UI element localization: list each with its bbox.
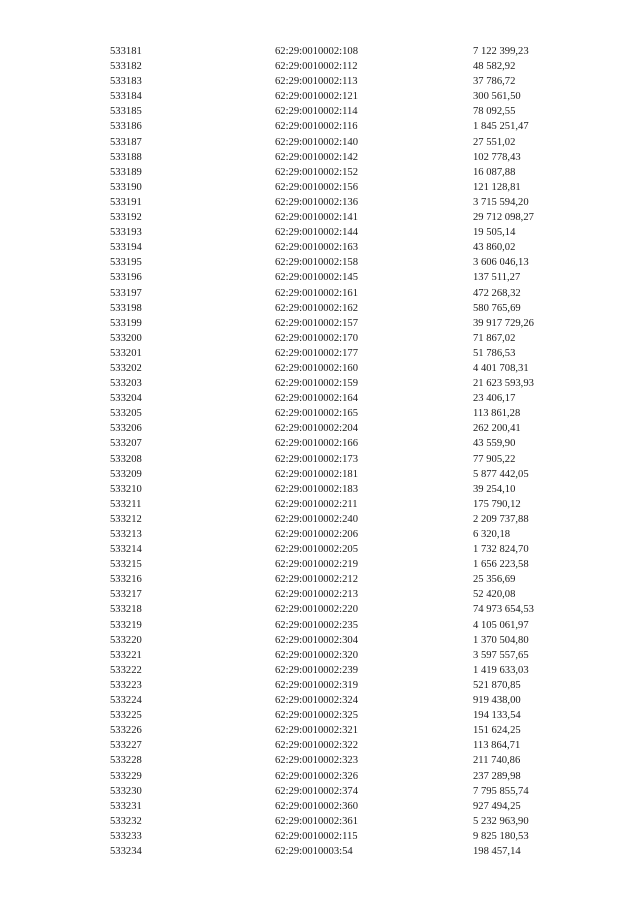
table-row <box>110 104 590 119</box>
value-cell: 51 786,53 <box>473 347 516 359</box>
cadastral-number-cell: 62:29:0010002:141 <box>275 212 358 224</box>
table-row <box>110 44 590 59</box>
cadastral-number-cell: 62:29:0010002:116 <box>275 121 358 133</box>
row-id-cell: 533225 <box>110 710 142 722</box>
table-row <box>110 663 590 678</box>
row-id-cell: 533209 <box>110 468 142 480</box>
value-cell: 37 786,72 <box>473 76 516 88</box>
value-cell: 927 494,25 <box>473 800 521 812</box>
row-id-cell: 533218 <box>110 604 142 616</box>
row-id-cell: 533221 <box>110 649 142 661</box>
table-row <box>110 346 590 361</box>
cadastral-number-cell: 62:29:0010002:158 <box>275 257 358 269</box>
cadastral-number-cell: 62:29:0010002:211 <box>275 498 358 510</box>
table-row <box>110 708 590 723</box>
row-id-cell: 533187 <box>110 136 142 148</box>
cadastral-number-cell: 62:29:0010002:177 <box>275 347 358 359</box>
row-id-cell: 533227 <box>110 740 142 752</box>
row-id-cell: 533201 <box>110 347 142 359</box>
cadastral-number-cell: 62:29:0010002:181 <box>275 468 358 480</box>
row-id-cell: 533213 <box>110 529 142 540</box>
cadastral-number-cell: 62:29:0010002:163 <box>275 242 358 254</box>
table-row <box>110 618 590 633</box>
table-row <box>110 587 590 602</box>
row-id-cell: 533228 <box>110 755 142 767</box>
row-id-cell: 533184 <box>110 91 142 103</box>
table-row <box>110 497 590 512</box>
cadastral-number-cell: 62:29:0010002:140 <box>275 136 358 148</box>
row-id-cell: 533185 <box>110 106 142 118</box>
row-id-cell: 533230 <box>110 785 142 797</box>
value-cell: 262 200,41 <box>473 423 521 435</box>
table-row <box>110 316 590 331</box>
row-id-cell: 533233 <box>110 830 142 842</box>
row-id-cell: 533199 <box>110 317 142 329</box>
table-row <box>110 436 590 451</box>
table-row <box>110 195 590 210</box>
table-row <box>110 753 590 768</box>
table-row <box>110 829 590 844</box>
cadastral-number-cell: 62:29:0010002:235 <box>275 619 358 631</box>
cadastral-number-cell: 62:29:0010002:159 <box>275 378 358 390</box>
value-cell: 3 715 594,20 <box>473 196 529 208</box>
cadastral-number-cell: 62:29:0010002:170 <box>275 332 358 344</box>
table-row <box>110 421 590 436</box>
table-row <box>110 89 590 104</box>
cadastral-number-cell: 62:29:0010002:142 <box>275 151 358 163</box>
table-row <box>110 180 590 195</box>
cadastral-number-cell: 62:29:0010002:205 <box>275 544 358 556</box>
cadastral-number-cell: 62:29:0010002:183 <box>275 483 358 495</box>
row-id-cell: 533205 <box>110 408 142 420</box>
value-cell: 521 870,85 <box>473 679 521 691</box>
cadastral-number-cell: 62:29:0010002:212 <box>275 574 358 586</box>
table-row <box>110 814 590 829</box>
row-id-cell: 533229 <box>110 770 142 782</box>
row-id-cell: 533231 <box>110 800 142 812</box>
value-cell: 2 209 737,88 <box>473 513 529 525</box>
table-row <box>110 844 590 859</box>
table-row <box>110 165 590 180</box>
row-id-cell: 533217 <box>110 589 142 601</box>
value-cell: 3 606 046,13 <box>473 257 529 269</box>
cadastral-number-cell: 62:29:0010002:160 <box>275 362 358 374</box>
row-id-cell: 533193 <box>110 227 142 239</box>
cadastral-number-cell: 62:29:0010002:108 <box>275 46 358 57</box>
row-id-cell: 533198 <box>110 302 142 314</box>
row-id-cell: 533197 <box>110 287 142 299</box>
cadastral-number-cell: 62:29:0010002:322 <box>275 740 358 752</box>
cadastral-number-cell: 62:29:0010002:324 <box>275 695 358 707</box>
value-cell: 919 438,00 <box>473 695 521 707</box>
value-cell: 211 740,86 <box>473 755 521 767</box>
value-cell: 198 457,14 <box>473 845 521 857</box>
value-cell: 194 133,54 <box>473 710 521 722</box>
table-row <box>110 361 590 376</box>
table-row <box>110 135 590 150</box>
value-cell: 39 254,10 <box>473 483 516 495</box>
table-row <box>110 693 590 708</box>
table-row <box>110 240 590 255</box>
row-id-cell: 533196 <box>110 272 142 284</box>
value-cell: 5 877 442,05 <box>473 468 529 480</box>
value-cell: 48 582,92 <box>473 61 516 73</box>
cadastral-number-cell: 62:29:0010002:166 <box>275 438 358 450</box>
value-cell: 113 864,71 <box>473 740 521 752</box>
table-row <box>110 301 590 316</box>
table-row <box>110 286 590 301</box>
row-id-cell: 533214 <box>110 544 142 556</box>
cadastral-number-cell: 62:29:0010002:113 <box>275 76 358 88</box>
value-cell: 71 867,02 <box>473 332 516 344</box>
table-row <box>110 225 590 240</box>
cadastral-number-cell: 62:29:0010002:360 <box>275 800 358 812</box>
value-cell: 472 268,32 <box>473 287 521 299</box>
row-id-cell: 533207 <box>110 438 142 450</box>
row-id-cell: 533206 <box>110 423 142 435</box>
value-cell: 1 656 223,58 <box>473 559 529 571</box>
row-id-cell: 533191 <box>110 196 142 208</box>
value-cell: 39 917 729,26 <box>473 317 534 329</box>
row-id-cell: 533204 <box>110 393 142 405</box>
table-row <box>110 482 590 497</box>
cadastral-number-cell: 62:29:0010003:54 <box>275 845 353 857</box>
value-cell: 74 973 654,53 <box>473 604 534 616</box>
cadastral-number-cell: 62:29:0010002:112 <box>275 61 358 73</box>
row-id-cell: 533200 <box>110 332 142 344</box>
table-row <box>110 391 590 406</box>
row-id-cell: 533219 <box>110 619 142 631</box>
value-cell: 175 790,12 <box>473 498 521 510</box>
value-cell: 3 597 557,65 <box>473 649 529 661</box>
row-id-cell: 533208 <box>110 453 142 465</box>
value-cell: 4 401 708,31 <box>473 362 529 374</box>
row-id-cell: 533192 <box>110 212 142 224</box>
table-row <box>110 376 590 391</box>
cadastral-number-cell: 62:29:0010002:157 <box>275 317 358 329</box>
row-id-cell: 533224 <box>110 695 142 707</box>
row-id-cell: 533188 <box>110 151 142 163</box>
table-row <box>110 527 590 542</box>
value-cell: 7 122 399,23 <box>473 46 529 57</box>
row-id-cell: 533194 <box>110 242 142 254</box>
table-row <box>110 678 590 693</box>
cadastral-number-cell: 62:29:0010002:240 <box>275 513 358 525</box>
table-row <box>110 769 590 784</box>
row-id-cell: 533182 <box>110 61 142 73</box>
table-row <box>110 602 590 617</box>
cadastral-number-cell: 62:29:0010002:145 <box>275 272 358 284</box>
table-row <box>110 74 590 89</box>
value-cell: 5 232 963,90 <box>473 815 529 827</box>
cadastral-number-cell: 62:29:0010002:161 <box>275 287 358 299</box>
cadastral-number-cell: 62:29:0010002:323 <box>275 755 358 767</box>
table-row <box>110 331 590 346</box>
value-cell: 52 420,08 <box>473 589 516 601</box>
cadastral-number-cell: 62:29:0010002:121 <box>275 91 358 103</box>
value-cell: 1 845 251,47 <box>473 121 529 133</box>
table-row <box>110 633 590 648</box>
value-cell: 1 370 504,80 <box>473 634 529 646</box>
value-cell: 77 905,22 <box>473 453 516 465</box>
row-id-cell: 533215 <box>110 559 142 571</box>
value-cell: 137 511,27 <box>473 272 521 284</box>
row-id-cell: 533212 <box>110 513 142 525</box>
table-row <box>110 150 590 165</box>
cadastral-number-cell: 62:29:0010002:325 <box>275 710 358 722</box>
row-id-cell: 533226 <box>110 725 142 737</box>
row-id-cell: 533216 <box>110 574 142 586</box>
cadastral-number-cell: 62:29:0010002:152 <box>275 166 358 178</box>
value-cell: 151 624,25 <box>473 725 521 737</box>
cadastral-number-cell: 62:29:0010002:374 <box>275 785 358 797</box>
table-row <box>110 648 590 663</box>
row-id-cell: 533211 <box>110 498 142 510</box>
value-cell: 4 105 061,97 <box>473 619 529 631</box>
cadastral-number-cell: 62:29:0010002:320 <box>275 649 358 661</box>
table-row <box>110 799 590 814</box>
table-row <box>110 452 590 467</box>
value-cell: 27 551,02 <box>473 136 516 148</box>
table-row <box>110 572 590 587</box>
cadastral-number-cell: 62:29:0010002:220 <box>275 604 358 616</box>
cadastral-number-cell: 62:29:0010002:206 <box>275 529 358 540</box>
row-id-cell: 533232 <box>110 815 142 827</box>
value-cell: 25 356,69 <box>473 574 516 586</box>
row-id-cell: 533183 <box>110 76 142 88</box>
row-id-cell: 533203 <box>110 378 142 390</box>
table-row <box>110 270 590 285</box>
cadastral-number-cell: 62:29:0010002:164 <box>275 393 358 405</box>
cadastral-number-cell: 62:29:0010002:162 <box>275 302 358 314</box>
value-cell: 237 289,98 <box>473 770 521 782</box>
table-row <box>110 542 590 557</box>
value-cell: 7 795 855,74 <box>473 785 529 797</box>
table-row <box>110 119 590 134</box>
row-id-cell: 533186 <box>110 121 142 133</box>
table-row <box>110 557 590 572</box>
value-cell: 102 778,43 <box>473 151 521 163</box>
cadastral-number-cell: 62:29:0010002:165 <box>275 408 358 420</box>
value-cell: 9 825 180,53 <box>473 830 529 842</box>
cadastral-number-cell: 62:29:0010002:219 <box>275 559 358 571</box>
table-row <box>110 512 590 527</box>
cadastral-number-cell: 62:29:0010002:204 <box>275 423 358 435</box>
cadastral-number-cell: 62:29:0010002:136 <box>275 196 358 208</box>
row-id-cell: 533220 <box>110 634 142 646</box>
cadastral-number-cell: 62:29:0010002:326 <box>275 770 358 782</box>
table-row <box>110 406 590 421</box>
cadastral-number-cell: 62:29:0010002:144 <box>275 227 358 239</box>
cadastral-number-cell: 62:29:0010002:361 <box>275 815 358 827</box>
value-cell: 21 623 593,93 <box>473 378 534 390</box>
value-cell: 29 712 098,27 <box>473 212 534 224</box>
row-id-cell: 533189 <box>110 166 142 178</box>
table-row <box>110 723 590 738</box>
row-id-cell: 533210 <box>110 483 142 495</box>
cadastral-number-cell: 62:29:0010002:115 <box>275 830 358 842</box>
value-cell: 16 087,88 <box>473 166 516 178</box>
cadastral-number-cell: 62:29:0010002:213 <box>275 589 358 601</box>
cadastral-value-table <box>110 44 590 859</box>
cadastral-number-cell: 62:29:0010002:114 <box>275 106 358 118</box>
row-id-cell: 533190 <box>110 181 142 193</box>
value-cell: 300 561,50 <box>473 91 521 103</box>
cadastral-number-cell: 62:29:0010002:156 <box>275 181 358 193</box>
table-row <box>110 738 590 753</box>
value-cell: 23 406,17 <box>473 393 516 405</box>
value-cell: 43 860,02 <box>473 242 516 254</box>
value-cell: 1 419 633,03 <box>473 664 529 676</box>
value-cell: 580 765,69 <box>473 302 521 314</box>
value-cell: 6 320,18 <box>473 529 511 540</box>
row-id-cell: 533202 <box>110 362 142 374</box>
row-id-cell: 533195 <box>110 257 142 269</box>
table-row <box>110 255 590 270</box>
row-id-cell: 533222 <box>110 664 142 676</box>
table-row <box>110 467 590 482</box>
value-cell: 19 505,14 <box>473 227 516 239</box>
table-row <box>110 784 590 799</box>
row-id-cell: 533234 <box>110 845 142 857</box>
value-cell: 121 128,81 <box>473 181 521 193</box>
row-id-cell: 533181 <box>110 46 142 57</box>
cadastral-number-cell: 62:29:0010002:321 <box>275 725 358 737</box>
cadastral-number-cell: 62:29:0010002:239 <box>275 664 358 676</box>
value-cell: 113 861,28 <box>473 408 521 420</box>
table-row <box>110 210 590 225</box>
value-cell: 78 092,55 <box>473 106 516 118</box>
value-cell: 43 559,90 <box>473 438 516 450</box>
cadastral-number-cell: 62:29:0010002:173 <box>275 453 358 465</box>
cadastral-number-cell: 62:29:0010002:319 <box>275 679 358 691</box>
value-cell: 1 732 824,70 <box>473 544 529 556</box>
row-id-cell: 533223 <box>110 679 142 691</box>
table-row <box>110 59 590 74</box>
cadastral-number-cell: 62:29:0010002:304 <box>275 634 358 646</box>
